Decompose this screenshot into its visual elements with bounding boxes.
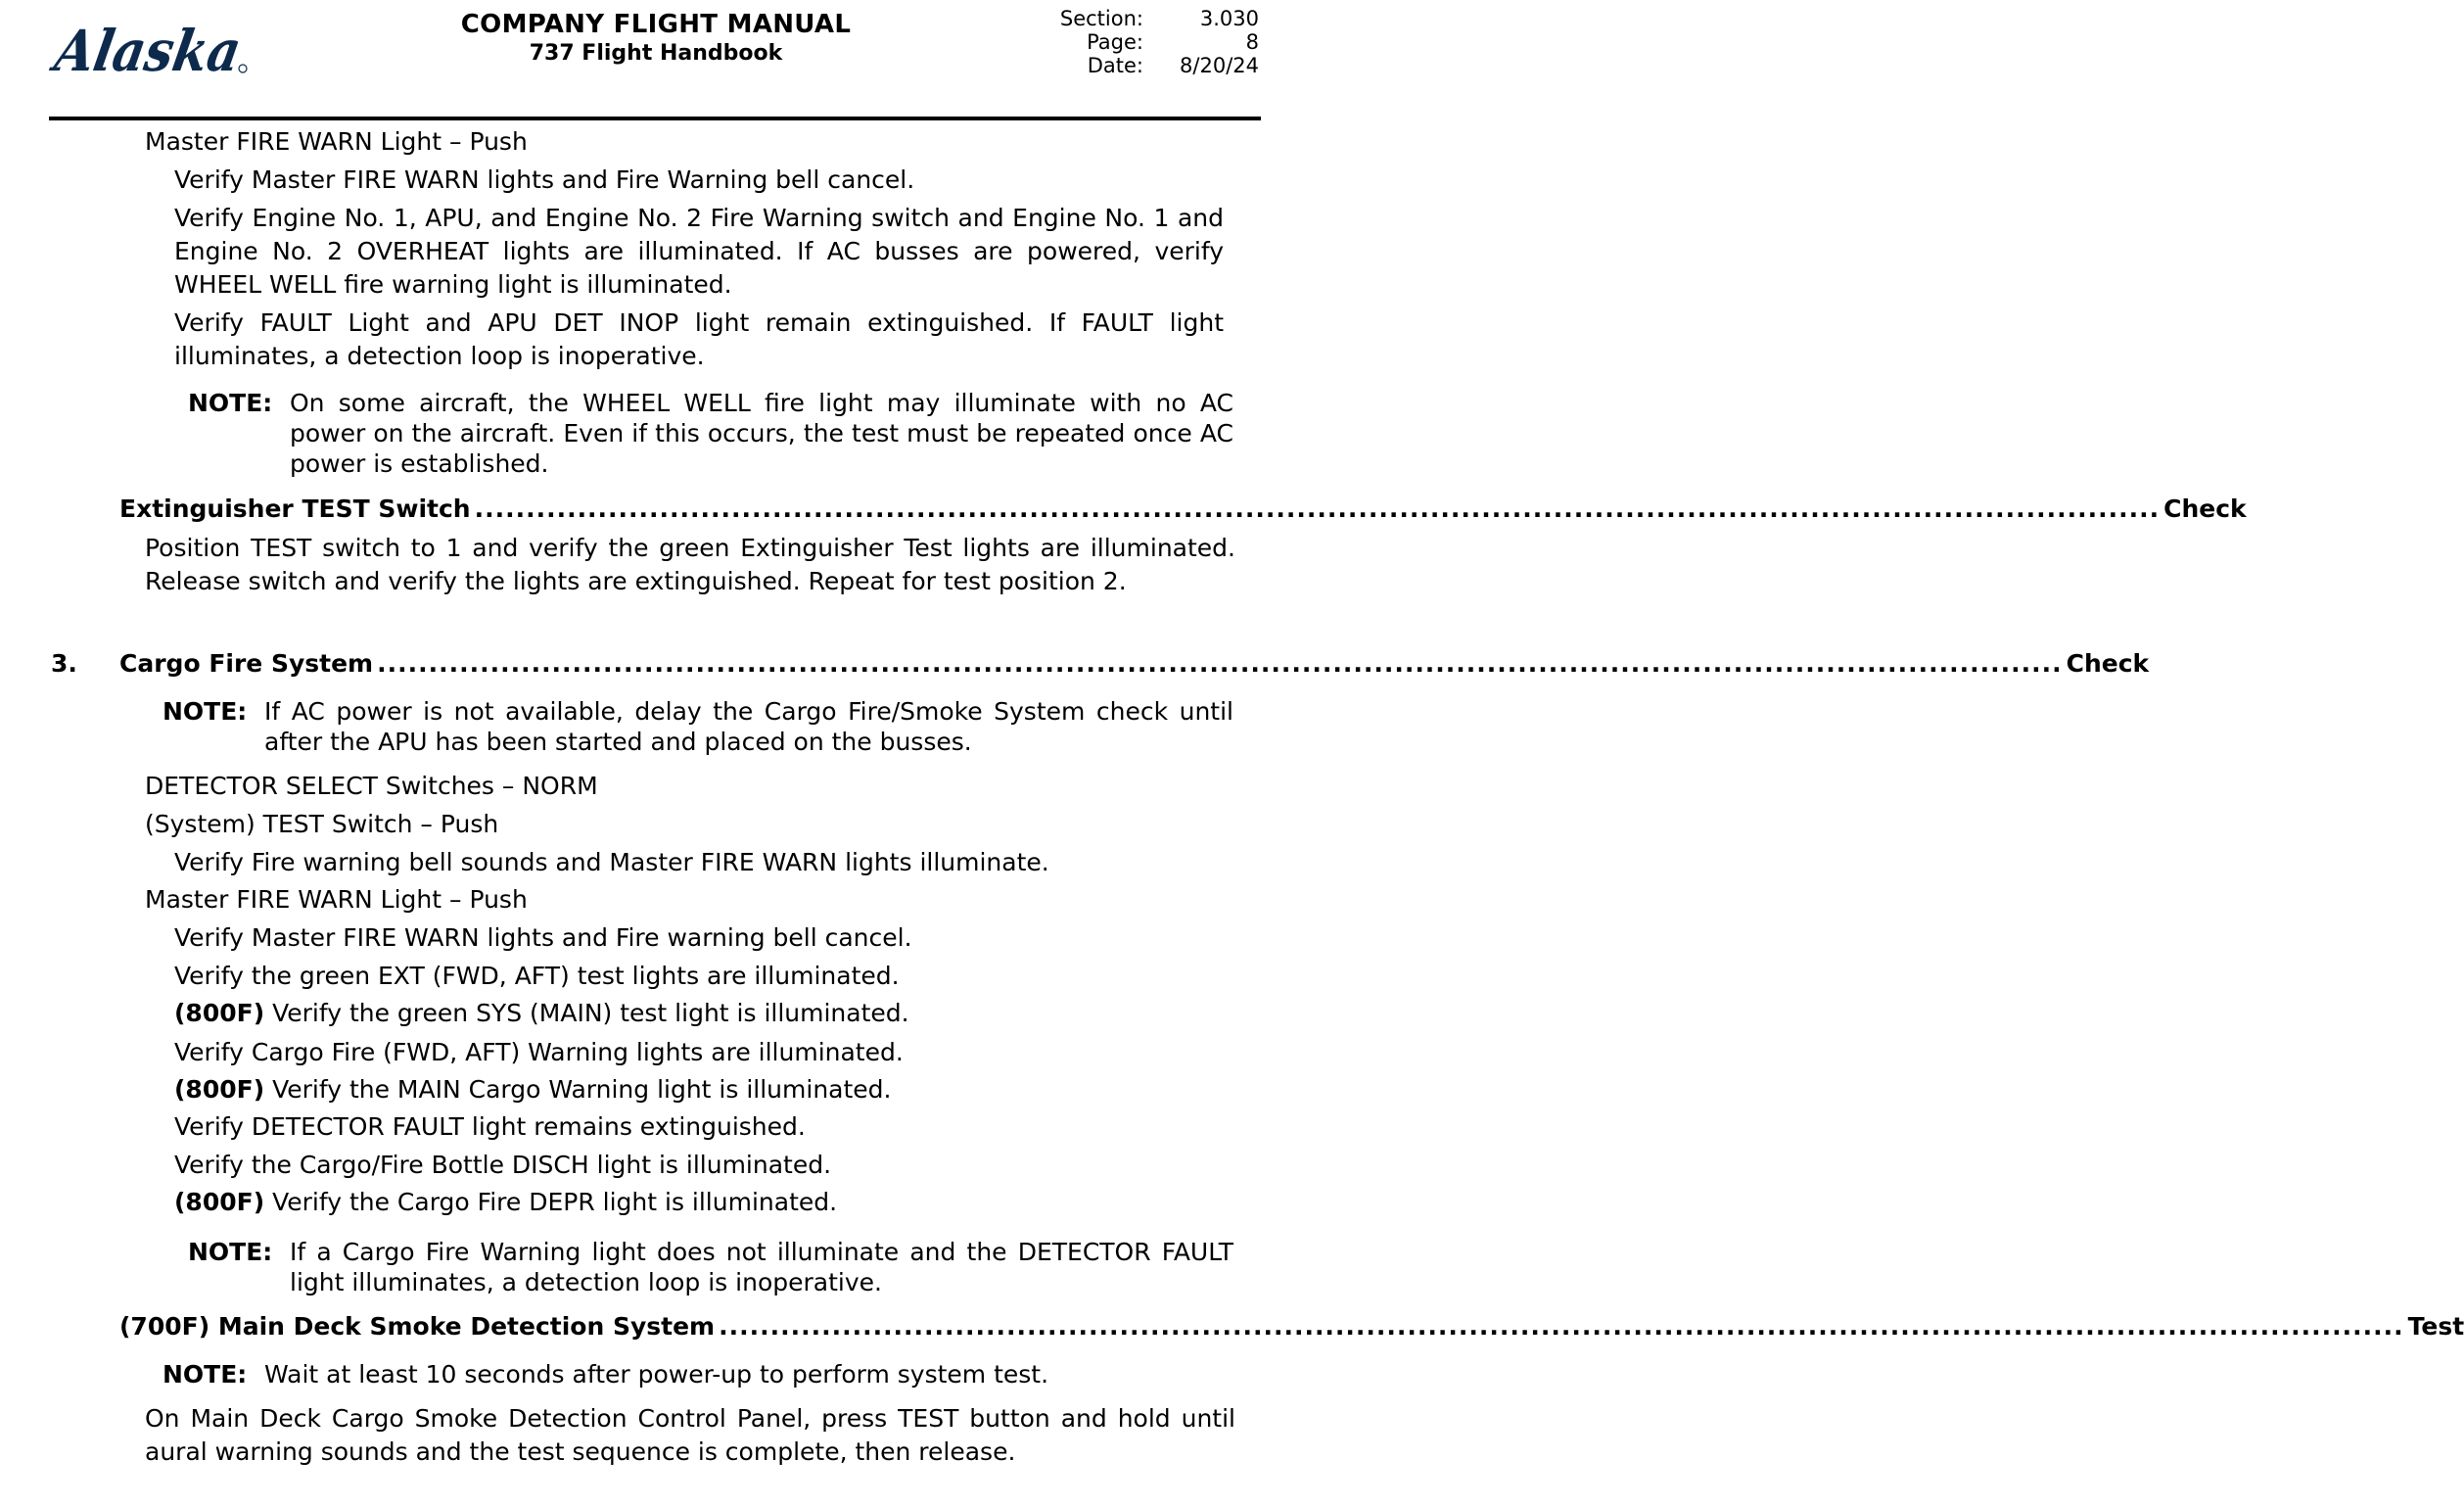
model-prefix: (800F) <box>174 1188 265 1216</box>
page-header <box>0 0 1306 125</box>
note-label: NOTE: <box>188 389 273 417</box>
instruction-paragraph: Position TEST switch to 1 and verify the green Extinguisher Test lights are illuminated. Release switch and verify the lights are extinguished. Repeat for test position 2. <box>145 534 1235 595</box>
instruction-paragraph: On Main Deck Cargo Smoke Detection Control Panel, press TEST button and hold until aural warning sounds and the test sequence is complete, then release. <box>145 1404 1235 1466</box>
note-label: NOTE: <box>163 697 248 726</box>
instruction-line: Verify DETECTOR FAULT light remains extinguished. <box>174 1112 806 1141</box>
step-action: Test <box>2407 1312 2464 1341</box>
instruction-line: Verify Fire warning bell sounds and Master FIRE WARN lights illuminate. <box>174 848 1049 876</box>
line-text: Verify the MAIN Cargo Warning light is illuminated. <box>264 1075 892 1104</box>
page-label: Page: <box>1087 30 1143 54</box>
meta-labels <box>1038 7 1143 77</box>
model-prefix: (800F) <box>174 1075 265 1104</box>
section-label: Section: <box>1059 7 1143 30</box>
instruction-line: Verify the green EXT (FWD, AFT) test lights are illuminated. <box>174 962 900 990</box>
instruction-line: Verify Cargo Fire (FWD, AFT) Warning lights are illuminated. <box>174 1038 904 1066</box>
note-block <box>163 696 1233 759</box>
line-text: Verify the green SYS (MAIN) test light is illuminated. <box>264 999 909 1027</box>
checklist-step <box>119 1309 2464 1344</box>
line-text: Verify the Cargo Fire DEPR light is illuminated. <box>264 1188 838 1216</box>
note-block <box>188 388 1233 482</box>
leader-dots: .................................................................................................................................................................... <box>377 649 2063 678</box>
meta-values <box>1155 7 1259 77</box>
note-block <box>188 1237 1233 1299</box>
step-action: Check <box>2163 494 2247 523</box>
alaska-logo <box>50 14 273 84</box>
note-text: Wait at least 10 seconds after power-up to perform system test. <box>264 1360 1049 1389</box>
instruction-line: Verify Master FIRE WARN lights and Fire Warning bell cancel. <box>174 165 915 194</box>
manual-title: COMPANY FLIGHT MANUAL <box>460 10 852 39</box>
model-prefix: (800F) <box>174 999 265 1027</box>
step-label: Extinguisher TEST Switch <box>119 494 471 523</box>
step-action: Check <box>2066 649 2150 678</box>
instruction-line: Master FIRE WARN Light – Push <box>145 885 528 914</box>
step-label: Cargo Fire System <box>119 649 374 678</box>
instruction-line: Verify the Cargo/Fire Bottle DISCH light is illuminated. <box>174 1151 832 1179</box>
alaska-logo-text: Alaska <box>50 17 273 84</box>
checklist-step <box>119 492 2247 527</box>
step-number: 3. <box>51 649 77 678</box>
date-label: Date: <box>1087 54 1143 77</box>
date-value: 8/20/24 <box>1180 54 1259 77</box>
instruction-line: (System) TEST Switch – Push <box>145 810 499 838</box>
instruction-line <box>174 1073 891 1107</box>
note-text: If AC power is not available, delay the Cargo Fire/Smoke System check until after the APU has been started and placed on the busses. <box>264 697 1233 756</box>
step-label: (700F) Main Deck Smoke Detection System <box>119 1312 716 1341</box>
header-rule <box>49 117 1261 120</box>
manual-subtitle: 737 Flight Handbook <box>529 41 783 66</box>
instruction-paragraph: Verify FAULT Light and APU DET INOP light remain extinguished. If FAULT light illuminates, a detection loop is inoperative. <box>174 308 1224 370</box>
checklist-step <box>119 646 2150 682</box>
note-text: On some aircraft, the WHEEL WELL fire light may illuminate with no AC power on the aircraft. Even if this occurs, the test must be repeated once AC power is established. <box>290 389 1233 478</box>
instruction-line: Verify Master FIRE WARN lights and Fire warning bell cancel. <box>174 923 912 952</box>
leader-dots: .................................................................................................................................................................... <box>474 494 2161 523</box>
note-label: NOTE: <box>163 1360 248 1389</box>
leader-dots: .................................................................................................................................................................... <box>719 1312 2404 1341</box>
note-block <box>163 1359 1233 1390</box>
instruction-line: DETECTOR SELECT Switches – NORM <box>145 772 598 800</box>
page-value: 8 <box>1245 30 1259 54</box>
instruction-paragraph: Verify Engine No. 1, APU, and Engine No. 2 Fire Warning switch and Engine No. 1 and Engine No. 2 OVERHEAT lights are illuminated. If AC busses are powered, verify WHEEL WELL fire warning light is illuminated. <box>174 204 1224 299</box>
section-value: 3.030 <box>1199 7 1259 30</box>
instruction-line <box>174 1186 837 1219</box>
note-text: If a Cargo Fire Warning light does not illuminate and the DETECTOR FAULT light illuminates, a detection loop is inoperative. <box>290 1238 1233 1296</box>
instruction-line <box>174 997 909 1030</box>
note-label: NOTE: <box>188 1238 273 1266</box>
instruction-line: Master FIRE WARN Light – Push <box>145 127 528 156</box>
